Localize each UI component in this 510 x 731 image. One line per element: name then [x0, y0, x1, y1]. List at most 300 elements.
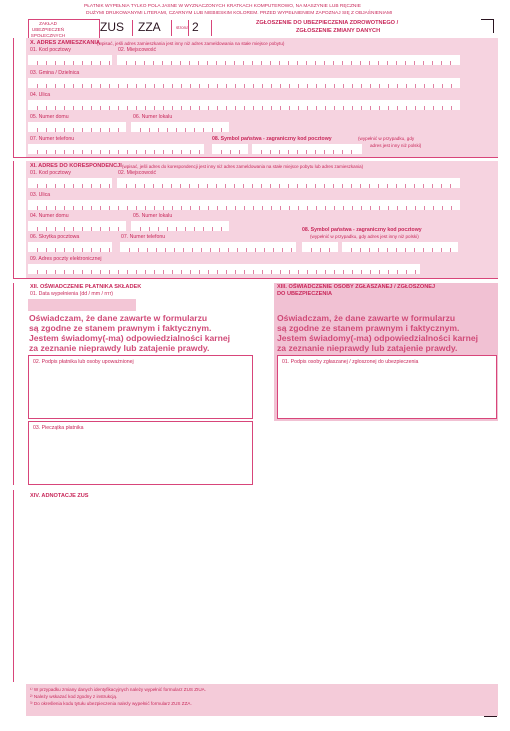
cell-divider [140, 227, 141, 231]
cell-divider [325, 84, 326, 88]
cell-divider [127, 206, 128, 210]
cell-divider [352, 106, 353, 110]
cell-divider [315, 61, 316, 65]
header-note-1: PŁATNIK WYPEŁNIA TYLKO POLA JASNE W WYZNACZONYCH KRATKACH KOMPUTEROWO, NA MASZYNIE LUB RĘCZNIE [84, 4, 361, 9]
cell-divider [91, 270, 92, 274]
cell-divider [378, 61, 379, 65]
cell-divider [163, 84, 164, 88]
cell-divider [405, 184, 406, 188]
cell-divider [342, 61, 343, 65]
cell-divider [406, 206, 407, 210]
cell-divider [207, 184, 208, 188]
cell-divider [55, 128, 56, 132]
cell-divider [118, 270, 119, 274]
cell-divider [144, 61, 145, 65]
cell-divider [136, 270, 137, 274]
cell-divider [91, 150, 92, 154]
cell-divider [100, 150, 101, 154]
cell-divider [91, 206, 92, 210]
cell-divider [396, 61, 397, 65]
footnote-2: ²⁾ Należy wskazać kod zgodny z instrukcją. [30, 694, 118, 699]
form-title-1: ZGŁOSZENIE DO UBEZPIECZENIA ZDROWOTNEGO / [256, 20, 399, 26]
xi-postal-code-field[interactable] [28, 178, 112, 188]
cell-divider [306, 184, 307, 188]
cell-divider [369, 248, 370, 252]
cell-divider [216, 61, 217, 65]
cell-divider [226, 106, 227, 110]
cell-divider [82, 128, 83, 132]
cell-divider [127, 84, 128, 88]
cell-divider [311, 248, 312, 252]
cell-divider [64, 206, 65, 210]
footnote-1: ¹⁾ W przypadku zmiany danych identyfikacyjnych należy wypełnić formularz ZUS ZIUA. [30, 687, 207, 692]
cell-divider [433, 206, 434, 210]
cell-divider [55, 206, 56, 210]
cell-divider [451, 206, 452, 210]
cell-divider [379, 84, 380, 88]
cell-divider [100, 227, 101, 231]
cell-divider [199, 270, 200, 274]
cell-divider [64, 150, 65, 154]
cell-divider [171, 61, 172, 65]
x-commune-field[interactable] [28, 78, 460, 88]
x-f02-label: 02. Miejscowość [118, 47, 157, 53]
xi-apartment-number-field[interactable] [131, 221, 229, 231]
cell-divider [100, 106, 101, 110]
cell-divider [73, 270, 74, 274]
cell-divider [192, 248, 193, 252]
x-foreign-postal-field[interactable] [252, 144, 362, 154]
cell-divider [221, 128, 222, 132]
section-xii-title: XII. OŚWIADCZENIE PŁATNIKA SKŁADEK [30, 284, 142, 290]
cell-divider [334, 106, 335, 110]
cell-divider [415, 106, 416, 110]
cell-divider [109, 248, 110, 252]
cell-divider [55, 270, 56, 274]
cell-divider [109, 106, 110, 110]
xi-f05-label: 05. Numer lokalu [133, 213, 173, 219]
cell-divider [379, 206, 380, 210]
cell-divider [156, 248, 157, 252]
cell-divider [109, 184, 110, 188]
cell-divider [298, 84, 299, 88]
cell-divider [64, 184, 65, 188]
cell-divider [46, 128, 47, 132]
cell-divider [208, 106, 209, 110]
cell-divider [361, 206, 362, 210]
cell-divider [307, 270, 308, 274]
x-city-field[interactable] [117, 55, 460, 65]
cell-divider [243, 61, 244, 65]
cell-divider [280, 84, 281, 88]
cell-divider [167, 128, 168, 132]
cell-divider [217, 270, 218, 274]
xi-house-number-field[interactable] [28, 221, 126, 231]
cell-divider [55, 106, 56, 110]
xii-date-field[interactable] [28, 299, 136, 311]
cell-divider [73, 128, 74, 132]
x-postal-code-field[interactable] [28, 55, 112, 65]
cell-divider [37, 270, 38, 274]
cell-divider [235, 84, 236, 88]
cell-divider [441, 61, 442, 65]
cell-divider [397, 270, 398, 274]
cell-divider [329, 248, 330, 252]
cell-divider [370, 206, 371, 210]
cell-divider [118, 206, 119, 210]
cell-divider [198, 184, 199, 188]
cell-divider [423, 184, 424, 188]
cell-divider [145, 84, 146, 88]
cell-divider [225, 184, 226, 188]
cell-divider [154, 150, 155, 154]
page-number: 2 [192, 20, 199, 34]
cell-divider [199, 84, 200, 88]
cell-divider [207, 61, 208, 65]
xii-f03-label: 03. Pieczątka płatnika [33, 425, 84, 431]
cell-divider [91, 128, 92, 132]
cell-divider [441, 184, 442, 188]
cell-divider [226, 270, 227, 274]
xi-f03-label: 03. Ulica [30, 192, 51, 198]
cell-divider [138, 248, 139, 252]
cell-divider [307, 106, 308, 110]
cell-divider [190, 150, 191, 154]
corner-mark-bottom-right-h [484, 716, 497, 717]
cell-divider [203, 227, 204, 231]
cell-divider [442, 84, 443, 88]
cell-divider [82, 84, 83, 88]
cell-divider [378, 184, 379, 188]
xi-po-box-field[interactable] [28, 242, 112, 252]
cell-divider [174, 248, 175, 252]
xi-city-field[interactable] [117, 178, 460, 188]
cell-divider [288, 150, 289, 154]
cell-divider [424, 106, 425, 110]
cell-divider [154, 106, 155, 110]
xi-foreign-postal-field[interactable] [342, 242, 458, 252]
cell-divider [397, 106, 398, 110]
cell-divider [100, 61, 101, 65]
cell-divider [185, 227, 186, 231]
cell-divider [271, 106, 272, 110]
cell-divider [262, 106, 263, 110]
cell-divider [291, 248, 292, 252]
cell-divider [208, 206, 209, 210]
cell-divider [343, 84, 344, 88]
cell-divider [289, 206, 290, 210]
cell-divider [262, 270, 263, 274]
cell-divider [73, 184, 74, 188]
cell-divider [244, 206, 245, 210]
form-code: ZZA [138, 20, 161, 34]
cell-divider [55, 150, 56, 154]
cell-divider [64, 227, 65, 231]
cell-divider [172, 150, 173, 154]
x-phone-field[interactable] [28, 144, 204, 154]
cell-divider [91, 184, 92, 188]
cell-divider [145, 270, 146, 274]
cell-divider [320, 248, 321, 252]
cell-divider [226, 206, 227, 210]
cell-divider [46, 184, 47, 188]
xii-f01-label: 01. Data wypełnienia (dd / mm / rrrr) [30, 291, 114, 297]
section-xiv-title: XIV. ADNOTACJE ZUS [30, 493, 89, 499]
cell-divider [149, 128, 150, 132]
cell-divider [154, 84, 155, 88]
cell-divider [46, 106, 47, 110]
cell-divider [82, 61, 83, 65]
cell-divider [163, 106, 164, 110]
cell-divider [414, 61, 415, 65]
cell-divider [273, 248, 274, 252]
cell-divider [451, 106, 452, 110]
cell-divider [297, 150, 298, 154]
cell-divider [199, 150, 200, 154]
x-house-number-field[interactable] [28, 122, 126, 132]
cell-divider [82, 106, 83, 110]
cell-divider [210, 248, 211, 252]
cell-divider [73, 248, 74, 252]
cell-divider [55, 84, 56, 88]
cell-divider [441, 248, 442, 252]
cell-divider [190, 84, 191, 88]
cell-divider [37, 184, 38, 188]
cell-divider [82, 227, 83, 231]
cell-divider [334, 84, 335, 88]
cell-divider [91, 61, 92, 65]
cell-divider [253, 270, 254, 274]
cell-divider [379, 106, 380, 110]
cell-divider [414, 184, 415, 188]
cell-divider [199, 206, 200, 210]
cell-divider [228, 248, 229, 252]
xii-declaration-3: Jestem świadomy(-ma) odpowiedzialności karnej [29, 333, 231, 343]
cell-divider [91, 248, 92, 252]
cell-divider [280, 270, 281, 274]
xi-country-code-field[interactable] [302, 242, 338, 252]
xi-phone-field[interactable] [120, 242, 296, 252]
cell-divider [343, 270, 344, 274]
x-country-code-field[interactable] [212, 144, 248, 154]
cell-divider [91, 106, 92, 110]
cell-divider [109, 270, 110, 274]
cell-divider [244, 106, 245, 110]
cell-divider [208, 84, 209, 88]
cell-divider [279, 184, 280, 188]
cell-divider [316, 206, 317, 210]
cell-divider [46, 206, 47, 210]
cell-divider [234, 61, 235, 65]
corner-mark-top-right [493, 19, 494, 33]
cell-divider [140, 128, 141, 132]
cell-divider [129, 248, 130, 252]
footnote-3: ³⁾ Do określenia kodu tytułu ubezpieczenia należy wypełnić formularz ZUS ZZA. [30, 701, 192, 706]
cell-divider [388, 270, 389, 274]
cell-divider [221, 150, 222, 154]
cell-divider [298, 206, 299, 210]
section-x-bottom-rule [13, 157, 498, 158]
cell-divider [298, 106, 299, 110]
xi-f06-label: 06. Skrytka pocztowa [30, 234, 80, 240]
xi-email-field[interactable] [28, 264, 420, 274]
cell-divider [171, 184, 172, 188]
xi-street-field[interactable] [28, 200, 460, 210]
cell-divider [37, 150, 38, 154]
cell-divider [370, 84, 371, 88]
x-f05-label: 05. Numer domu [30, 114, 69, 120]
cell-divider [181, 106, 182, 110]
xiii-declaration-1: Oświadczam, że dane zawarte w formularzu [277, 313, 456, 323]
cell-divider [190, 106, 191, 110]
cell-divider [289, 270, 290, 274]
cell-divider [405, 61, 406, 65]
cell-divider [180, 61, 181, 65]
cell-divider [369, 184, 370, 188]
cell-divider [406, 270, 407, 274]
xi-f02-label: 02. Miejscowość [118, 170, 157, 176]
cell-divider [243, 184, 244, 188]
xiii-declaration-3: Jestem świadomy(-ma) odpowiedzialności karnej [277, 333, 479, 343]
cell-divider [46, 150, 47, 154]
cell-divider [73, 227, 74, 231]
xiii-declaration-2: są zgodne ze stanem prawnym i faktycznym. [277, 323, 460, 333]
cell-divider [352, 206, 353, 210]
cell-divider [172, 270, 173, 274]
cell-divider [226, 84, 227, 88]
cell-divider [135, 184, 136, 188]
cell-divider [37, 227, 38, 231]
x-f03-label: 03. Gmina / Dzielnica [30, 70, 80, 76]
cell-divider [201, 248, 202, 252]
cell-divider [414, 248, 415, 252]
cell-divider [217, 206, 218, 210]
cell-divider [288, 61, 289, 65]
cell-divider [82, 248, 83, 252]
cell-divider [144, 184, 145, 188]
cell-divider [145, 106, 146, 110]
cell-divider [135, 61, 136, 65]
form-title-2: ZGŁOSZENIE ZMIANY DANYCH [296, 28, 381, 34]
cell-divider [235, 206, 236, 210]
cell-divider [37, 128, 38, 132]
cell-divider [199, 106, 200, 110]
cell-divider [46, 61, 47, 65]
cell-divider [387, 248, 388, 252]
cell-divider [37, 248, 38, 252]
cell-divider [361, 270, 362, 274]
cell-divider [172, 206, 173, 210]
cell-divider [183, 248, 184, 252]
cell-divider [264, 248, 265, 252]
cell-divider [181, 150, 182, 154]
cell-divider [145, 206, 146, 210]
section-xiii-title-2: DO UBEZPIECZENIA [277, 291, 333, 297]
section-x-left-rule [13, 38, 14, 158]
cell-divider [126, 184, 127, 188]
cell-divider [118, 128, 119, 132]
cell-divider [203, 128, 204, 132]
cell-divider [158, 128, 159, 132]
cell-divider [176, 227, 177, 231]
cell-divider [433, 106, 434, 110]
cell-divider [361, 84, 362, 88]
cell-divider [230, 150, 231, 154]
cell-divider [388, 84, 389, 88]
section-x-title: X. ADRES ZAMIESZKANIA [30, 40, 101, 46]
cell-divider [333, 150, 334, 154]
cell-divider [118, 227, 119, 231]
xi-f04-label: 04. Numer domu [30, 213, 69, 219]
cell-divider [450, 248, 451, 252]
cell-divider [415, 84, 416, 88]
cell-divider [387, 184, 388, 188]
cell-divider [37, 106, 38, 110]
cell-divider [109, 227, 110, 231]
cell-divider [162, 184, 163, 188]
cell-divider [406, 106, 407, 110]
x-street-field[interactable] [28, 100, 460, 110]
x-apartment-number-field[interactable] [131, 122, 229, 132]
cell-divider [185, 128, 186, 132]
cell-divider [351, 184, 352, 188]
cell-divider [351, 248, 352, 252]
cell-divider [73, 150, 74, 154]
cell-divider [360, 184, 361, 188]
section-xii-left-rule [13, 283, 14, 485]
cell-divider [216, 184, 217, 188]
cell-divider [46, 227, 47, 231]
cell-divider [378, 248, 379, 252]
xiii-declaration-4: za zeznanie nieprawdy lub zatajenie prawdy. [277, 343, 458, 353]
cell-divider [153, 184, 154, 188]
cell-divider [271, 206, 272, 210]
cell-divider [91, 227, 92, 231]
cell-divider [181, 84, 182, 88]
cell-divider [255, 248, 256, 252]
cell-divider [37, 84, 38, 88]
cell-divider [136, 84, 137, 88]
cell-divider [343, 106, 344, 110]
cell-divider [271, 84, 272, 88]
section-x-hint: (wpisać, jeśli adres zamieszkania jest inny niż adres zameldowania na stałe miejsce pobytu) [97, 41, 285, 46]
cell-divider [442, 206, 443, 210]
cell-divider [279, 61, 280, 65]
cell-divider [432, 184, 433, 188]
cell-divider [64, 106, 65, 110]
cell-divider [109, 61, 110, 65]
cell-divider [333, 61, 334, 65]
form-code-box [132, 20, 172, 36]
cell-divider [298, 270, 299, 274]
cell-divider [127, 106, 128, 110]
cell-divider [333, 184, 334, 188]
cell-divider [252, 61, 253, 65]
cell-divider [82, 270, 83, 274]
cell-divider [280, 106, 281, 110]
cell-divider [234, 184, 235, 188]
cell-divider [145, 150, 146, 154]
cell-divider [370, 106, 371, 110]
cell-divider [172, 84, 173, 88]
cell-divider [360, 61, 361, 65]
cell-divider [280, 206, 281, 210]
cell-divider [55, 227, 56, 231]
cell-divider [73, 106, 74, 110]
cell-divider [46, 270, 47, 274]
cell-divider [261, 184, 262, 188]
cell-divider [270, 184, 271, 188]
